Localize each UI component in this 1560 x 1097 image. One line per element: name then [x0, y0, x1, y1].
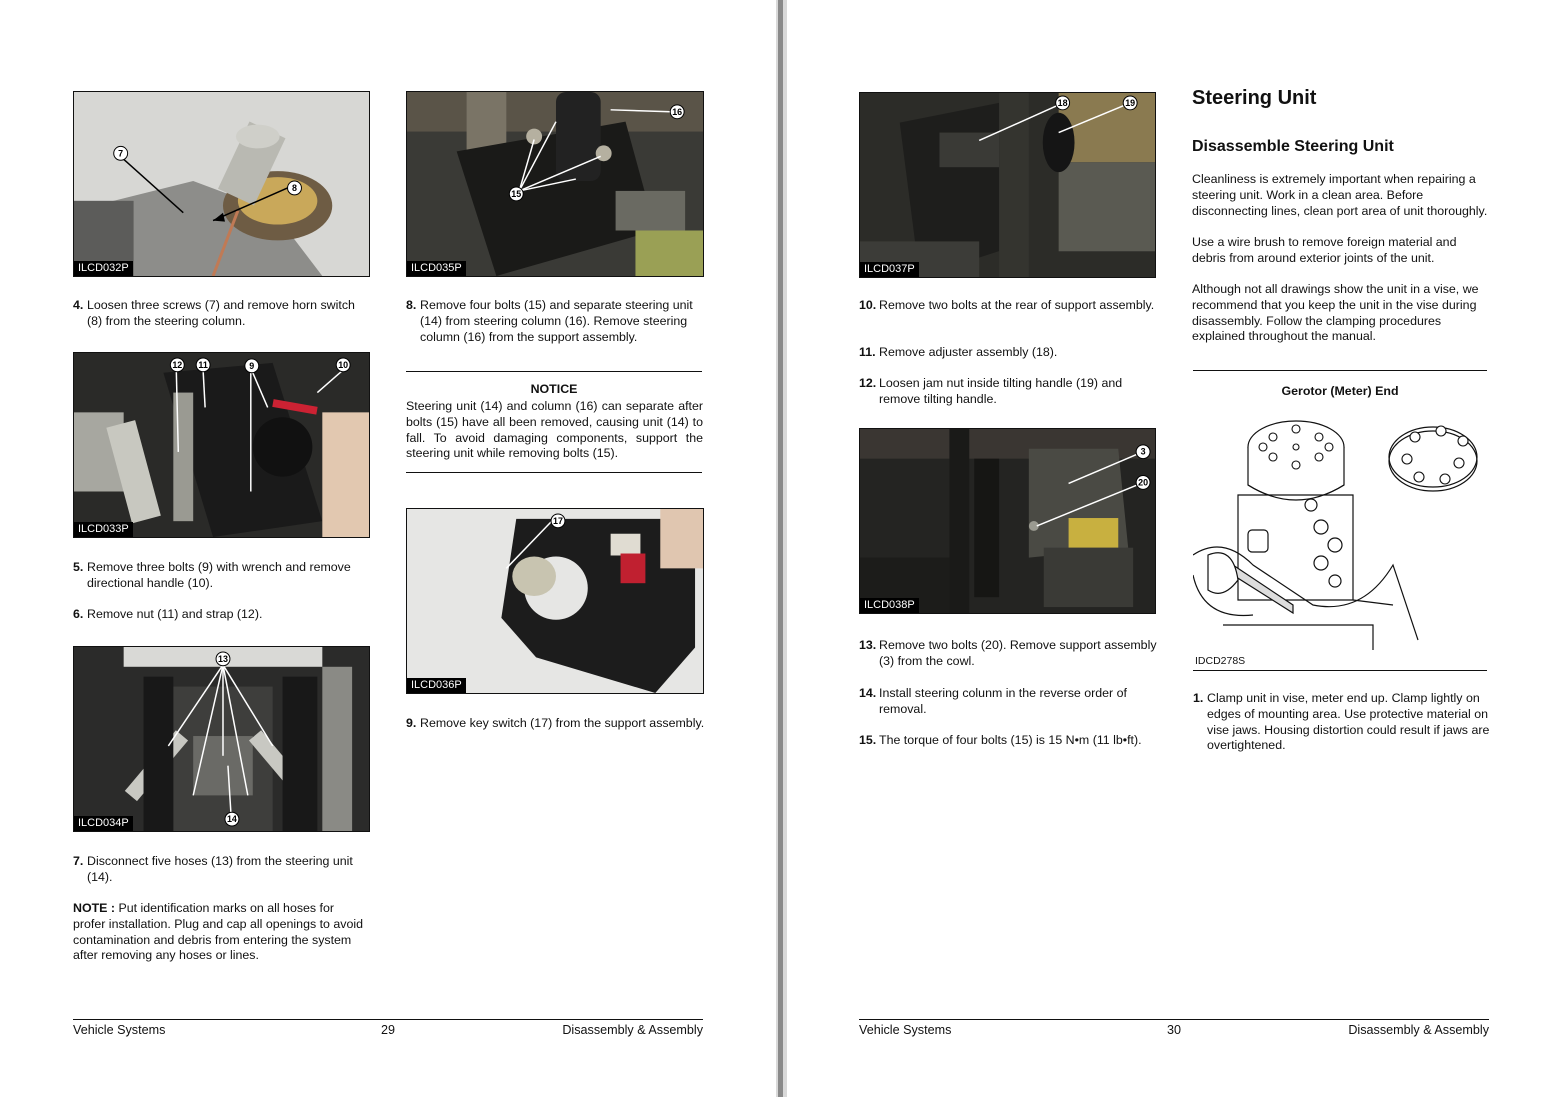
step-6: 6. Remove nut (11) and strap (12). [73, 607, 263, 621]
callout-8: 8 [292, 182, 297, 193]
photo-support-assembly [859, 428, 1156, 614]
page-29 [0, 0, 776, 1097]
callout-9: 9 [249, 360, 255, 371]
callout-10: 10 [338, 359, 349, 370]
callout-13: 13 [218, 653, 228, 664]
notice-bottom-rule [406, 472, 702, 473]
page-30 [787, 0, 1560, 1097]
photo-steering-column-bolts [406, 91, 704, 277]
notice-text: Steering unit (14) and column (16) can separate after bolts (15) have all been removed, causing unit (14) to fall. To avoid damaging components, support the steering unit while removing bolts (15). [406, 399, 703, 461]
photo-directional-handle [73, 352, 370, 538]
notice-title: NOTICE [530, 382, 578, 396]
figure-caption: Gerotor (Meter) End [1281, 384, 1399, 398]
footer-section: Vehicle Systems [73, 1023, 166, 1037]
photo-tilting-handle [859, 92, 1156, 278]
photo-id: ILCD038P [860, 598, 919, 613]
note-text: Put identification marks on all hoses for profer installation. Plug and cap all openings to avoid contamination and debris from entering the system after removing any hoses or lines. [73, 901, 363, 963]
callout-20: 20 [1138, 477, 1149, 488]
step-5: 5. Remove three bolts (9) with wrench and remove directional handle (10). [73, 560, 351, 590]
photo-horn-switch [73, 91, 370, 277]
intro-paragraph-2: Use a wire brush to remove foreign material and debris from around exterior joints of the unit. [1192, 235, 1457, 265]
step-7: 7. Disconnect five hoses (13) from the steering unit (14). [73, 854, 353, 884]
step-14: 14. Install steering colunm in the reverse order of removal. [859, 686, 1127, 716]
footer-rule [859, 1019, 1489, 1020]
step-10: 10. Remove two bolts at the rear of support assembly. [859, 298, 1155, 312]
step-9: 9. Remove key switch (17) from the support assembly. [406, 716, 705, 730]
page-number: 30 [1166, 1023, 1181, 1037]
section-subtitle: Disassemble Steering Unit [1192, 138, 1394, 155]
photo-id: ILCD035P [407, 261, 466, 276]
footer-rule [73, 1019, 703, 1020]
step-4: 4. Loosen three screws (7) and remove horn switch (8) from the steering column. [73, 298, 355, 328]
callout-7: 7 [118, 148, 124, 159]
notice-top-rule [406, 371, 702, 372]
figure-top-rule [1193, 370, 1487, 371]
note-paragraph [73, 901, 369, 964]
callout-12: 12 [172, 359, 183, 370]
steering-unit-drawing [1193, 415, 1483, 650]
callout-17: 17 [553, 515, 563, 526]
step-13: 13. Remove two bolts (20). Remove support assembly (3) from the cowl. [859, 638, 1157, 668]
callout-14: 14 [226, 814, 237, 825]
callout-15: 15 [511, 188, 522, 199]
callout-19: 19 [1125, 97, 1136, 108]
step-1-clamp: 1. Clamp unit in vise, meter end up. Clamp lightly on edges of mounting area. Use protective material on vise jaws. Housing distortion could result if jaws are overtightened. [1193, 691, 1490, 753]
photo-key-switch [406, 508, 704, 694]
callout-11: 11 [198, 359, 208, 370]
page-gutter [776, 0, 787, 1097]
figure-bottom-rule [1193, 670, 1487, 671]
step-15: 15. The torque of four bolts (15) is 15 N•m (11 lb•ft). [859, 733, 1142, 747]
intro-paragraph-1: Cleanliness is extremely important when repairing a steering unit. Work in a clean area. Before disconnecting lines, clean port area of unit thoroughly. [1192, 172, 1488, 218]
photo-id: ILCD036P [407, 678, 466, 693]
gutter-divider [778, 0, 783, 1097]
callout-3: 3 [1140, 446, 1146, 457]
photo-steering-hoses [73, 646, 370, 832]
callout-18: 18 [1057, 97, 1068, 108]
step-8: 8. Remove four bolts (15) and separate steering unit (14) from steering column (16). Remove steering column (16) from the support assembly. [406, 298, 693, 344]
section-title: Steering Unit [1192, 87, 1317, 109]
step-12: 12. Loosen jam nut inside tilting handle (19) and remove tilting handle. [859, 376, 1123, 406]
photo-id: ILCD037P [860, 262, 919, 277]
footer-section: Vehicle Systems [859, 1023, 952, 1037]
figure-id: IDCD278S [1195, 655, 1246, 667]
footer-chapter: Disassembly & Assembly [1348, 1023, 1489, 1037]
photo-id: ILCD032P [74, 261, 133, 276]
photo-id: ILCD033P [74, 522, 133, 537]
callout-16: 16 [672, 106, 683, 117]
step-11: 11. Remove adjuster assembly (18). [859, 345, 1058, 359]
page-number: 29 [380, 1023, 395, 1037]
intro-paragraph-3: Although not all drawings show the unit in a vise, we recommend that you keep the unit in the vise during disassembly. Follow the clamping procedures explained throughout the manual. [1192, 282, 1479, 344]
note-label: NOTE : [73, 901, 115, 915]
footer-chapter: Disassembly & Assembly [562, 1023, 703, 1037]
photo-id: ILCD034P [74, 816, 133, 831]
